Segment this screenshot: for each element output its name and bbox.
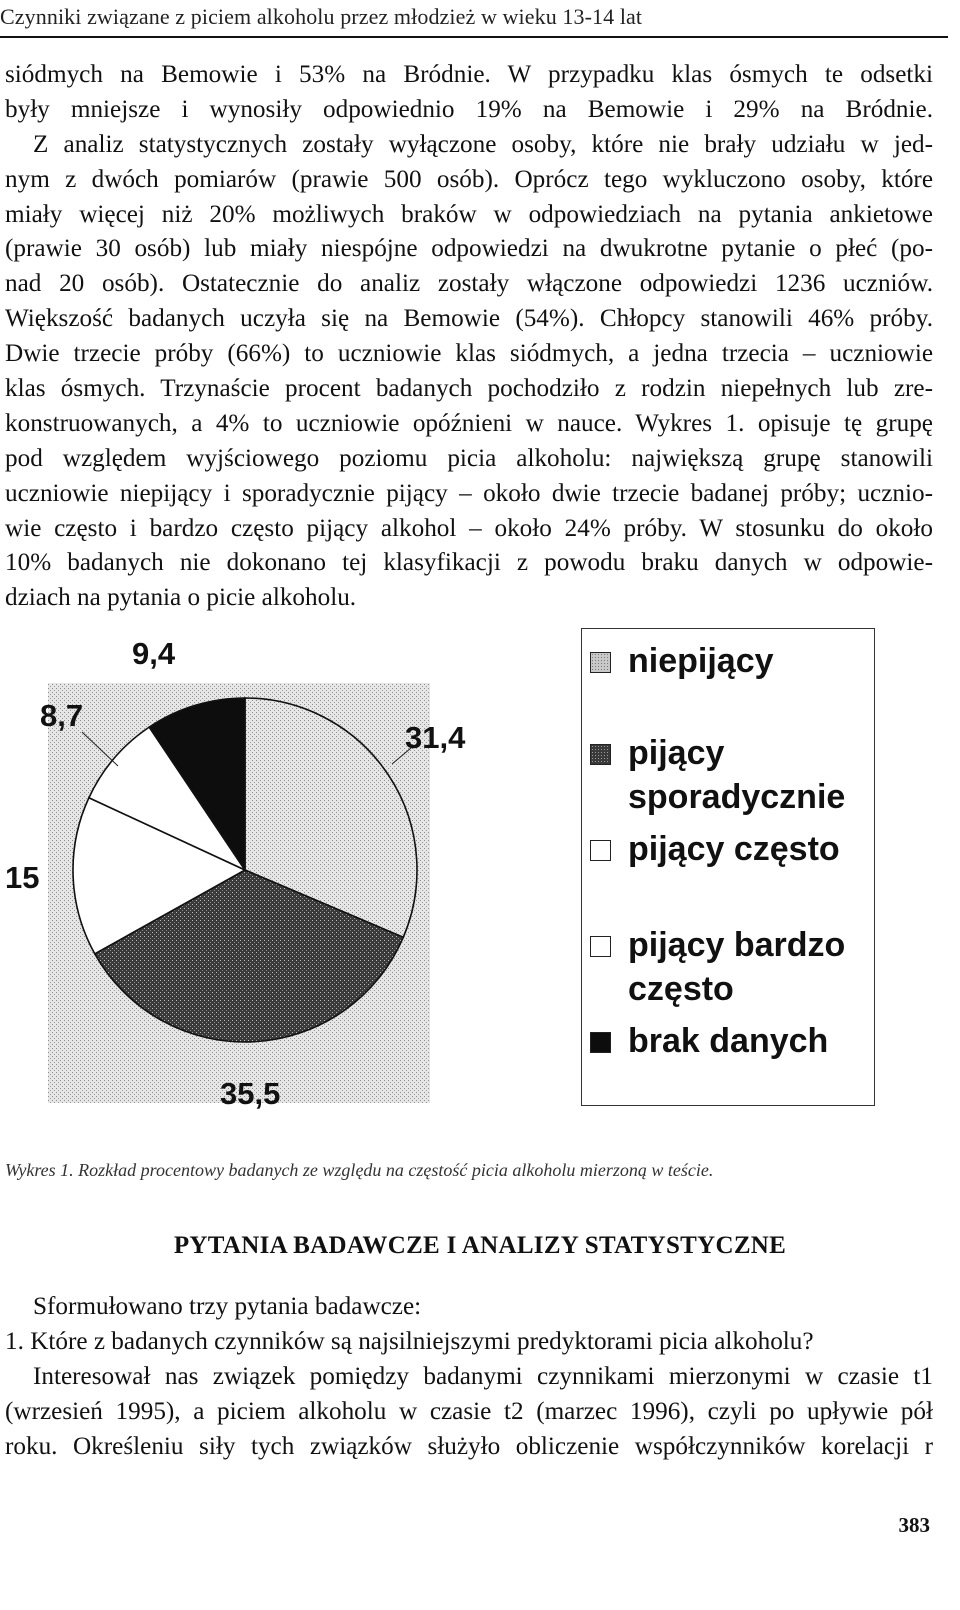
text-line: miały więcej niż 20% możliwych braków w odpowiedziach na pytania ankietowe: [5, 200, 933, 228]
legend-swatch-icon: [590, 840, 611, 861]
text-line: 10% badanych nie dokonano tej klasyfikacji z powodu braku danych w odpowie-: [5, 549, 933, 577]
value-label-pijacy-czesto: 15: [5, 860, 40, 895]
text-line: Interesował nas związek pomiędzy badanymi czynnikami mierzonymi w czasie t1: [33, 1362, 933, 1390]
legend-swatch-icon: [590, 744, 611, 765]
value-label-niepijacy: 31,4: [405, 720, 466, 755]
running-head: Czynniki związane z piciem alkoholu przez młodzież w wieku 13-14 lat: [0, 4, 643, 29]
legend-label: brak danych: [628, 1022, 829, 1060]
value-label-pijacy-sporadycznie: 35,5: [220, 1076, 281, 1111]
text-line: wie często i bardzo często pijący alkohol – około 24% próby. W stosunku do około: [5, 514, 933, 542]
legend-swatch-icon: [590, 936, 611, 957]
text-line: (wrzesień 1995), a piciem alkoholu w czasie t2 (marzec 1996), czyli po upływie pół: [5, 1397, 933, 1425]
text-line: roku. Określeniu siły tych związków służyło obliczenie współczynników korelacji r: [5, 1432, 933, 1460]
text-line: Większość badanych uczyła się na Bemowie (54%). Chłopcy stanowili 46% próby.: [5, 305, 933, 333]
text-line: 1. Które z badanych czynników są najsilniejszymi predyktorami picia alkoholu?: [5, 1327, 814, 1355]
text-line: uczniowie niepijący i sporadycznie pijący – około dwie trzecie badanej próby; ucznio-: [5, 479, 933, 507]
legend-label: sporadycznie: [628, 778, 846, 816]
legend-swatch-icon: [590, 652, 611, 673]
legend-label: pijący: [628, 734, 725, 772]
chart-legend: [581, 628, 875, 1106]
pie-chart-svg: [0, 628, 580, 1128]
legend-label: niepijący: [628, 642, 774, 680]
text-line: (prawie 30 osób) lub miały niespójne odpowiedzi na dwukrotne pytanie o płeć (po-: [5, 235, 933, 263]
text-line: były mniejsze i wynosiły odpowiednio 19% na Bemowie i 29% na Bródnie.: [5, 95, 933, 123]
text-line: nym z dwóch pomiarów (prawie 500 osób). Oprócz tego wykluczono osoby, które: [5, 165, 933, 193]
text-line: Sformułowano trzy pytania badawcze:: [33, 1293, 422, 1320]
legend-label: pijący często: [628, 830, 840, 868]
section-title: PYTANIA BADAWCZE I ANALIZY STATYSTYCZNE: [173, 1232, 787, 1259]
body-paragraph-2: [5, 1290, 933, 1464]
legend-swatch-icon: [590, 1032, 611, 1053]
value-label-brak-danych: 9,4: [132, 636, 176, 671]
legend-label: często: [628, 970, 734, 1008]
text-line: konstruowanych, a 4% to uczniowie opóźnieni w nauce. Wykres 1. opisuje tę grupę: [5, 409, 933, 437]
text-line: nad 20 osób). Ostatecznie do analiz zostały włączone odpowiedzi 1236 uczniów.: [5, 270, 933, 298]
text-line: pod względem wyjściowego poziomu picia alkoholu: największą grupę stanowili: [5, 444, 933, 472]
figure-caption: Wykres 1. Rozkład procentowy badanych ze względu na częstość picia alkoholu mierzoną w teście.: [5, 1160, 714, 1180]
text-line: dziach na pytania o picie alkoholu.: [5, 584, 357, 612]
page-number: 383: [898, 1513, 930, 1537]
body-paragraph-1: [5, 58, 933, 616]
value-label-pijacy-bardzo-czesto: 8,7: [40, 698, 84, 733]
text-line: Z analiz statystycznych zostały wyłączone osoby, które nie brały udziału w jed-: [33, 130, 933, 158]
header-rule: [0, 36, 948, 38]
text-line: siódmych na Bemowie i 53% na Bródnie. W przypadku klas ósmych te odsetki: [5, 61, 933, 88]
legend-label: pijący bardzo: [628, 926, 846, 964]
text-line: klas ósmych. Trzynaście procent badanych pochodziło z rodzin niepełnych lub zre-: [5, 375, 933, 403]
text-line: Dwie trzecie próby (66%) to uczniowie klas siódmych, a jedna trzecia – uczniowie: [5, 340, 933, 368]
